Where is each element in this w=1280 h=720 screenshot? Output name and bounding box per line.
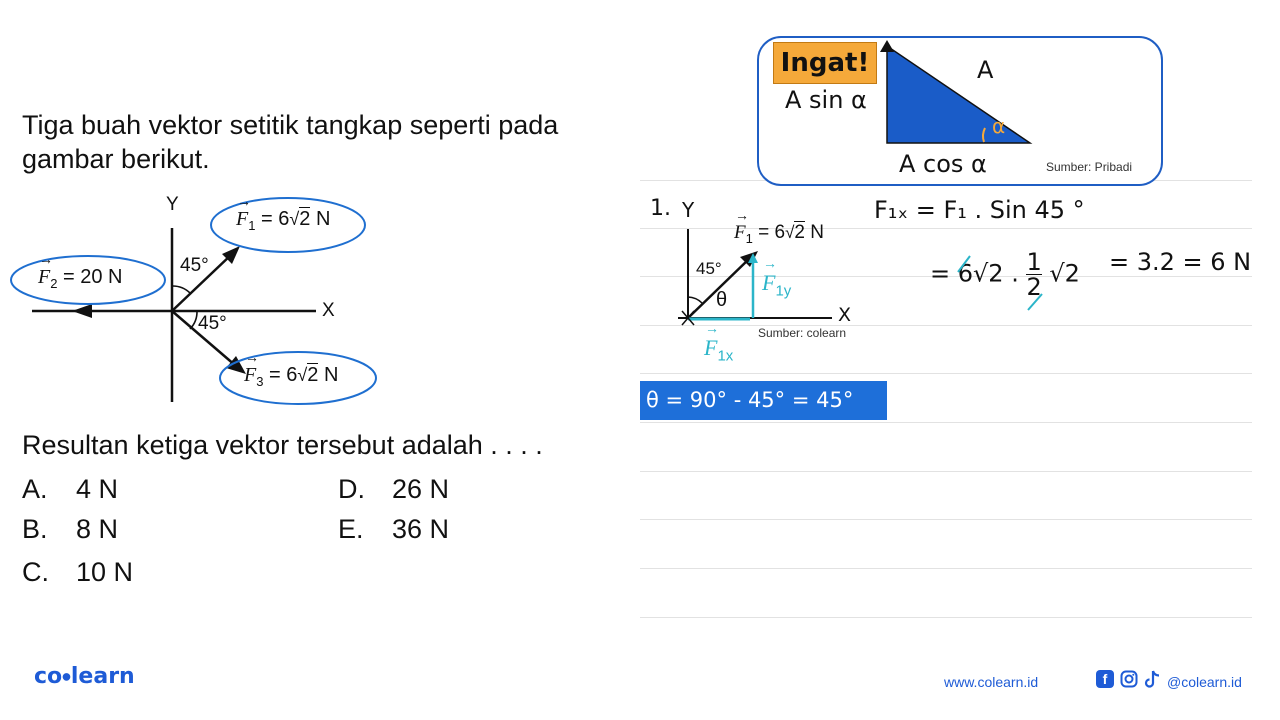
- f1y-label: → $F_{1y}$: [762, 257, 792, 300]
- f1-eq: = 6: [261, 208, 290, 230]
- problem-intro-line2: gambar berikut.: [22, 144, 210, 174]
- f3-symbol: → F: [244, 351, 259, 386]
- f3-label: → $F_3 = 6√2$ N: [244, 351, 339, 389]
- brand-logo: co●learn: [34, 664, 135, 689]
- problem-intro-line1: Tiga buah vektor setitik tangkap seperti pada: [22, 110, 559, 140]
- option-e: E. 36 N: [338, 514, 450, 544]
- ruled-line: [640, 568, 1252, 569]
- f1x-label: → $F_{1x}$: [704, 322, 734, 365]
- ruled-line: [640, 471, 1252, 472]
- f3-subscript: 3: [256, 374, 264, 389]
- reminder-title: Ingat!: [773, 42, 877, 84]
- ruled-line: [640, 422, 1252, 423]
- ruled-line: [640, 617, 1252, 618]
- solution-eq-result: = 3.2 = 6 N: [1109, 248, 1252, 276]
- solution-f1-label: → $F_1 = 6√2$ N: [734, 209, 825, 246]
- option-c: C. 10 N: [22, 557, 134, 587]
- f3-eq: = 6: [269, 364, 298, 386]
- facebook-icon[interactable]: f: [1096, 670, 1114, 688]
- f1-unit: N: [315, 208, 331, 230]
- solution-number: 1.: [650, 196, 671, 221]
- diagram-axis-x: X: [322, 300, 335, 321]
- reminder-triangle: [880, 40, 1040, 150]
- question-text: Resultan ketiga vektor tersebut adalah . . . .: [22, 430, 543, 460]
- tiktok-icon[interactable]: [1144, 669, 1162, 689]
- option-d: D. 26 N: [338, 474, 450, 504]
- f1-label: → $F_1 = 6√2$ N: [236, 195, 331, 233]
- theta-equation: θ = 90° - 45° = 45°: [640, 381, 887, 420]
- f2-symbol: → F: [38, 253, 53, 288]
- strike-marks: [950, 250, 1050, 320]
- ruled-line: [640, 519, 1252, 520]
- option-b: B. 8 N: [22, 514, 119, 544]
- solution-axis-x: X: [838, 304, 852, 326]
- reminder-angle: α: [992, 114, 1006, 138]
- instagram-icon[interactable]: [1120, 670, 1138, 688]
- reminder-source: Sumber: Pribadi: [1046, 160, 1133, 174]
- solution-theta: θ: [716, 289, 728, 311]
- f1-subscript: 1: [248, 218, 256, 233]
- f1-root: 2: [299, 208, 311, 230]
- website-link[interactable]: www.colearn.id: [944, 674, 1039, 690]
- reminder-opposite: A sin α: [785, 86, 867, 114]
- f2-eq: = 20 N: [63, 266, 123, 288]
- reminder-adjacent: A cos α: [899, 150, 987, 178]
- f2-label: [38, 253, 123, 291]
- ruled-line: [640, 373, 1252, 374]
- solution-eq-line2: = 6√2 . $\frac{1}{2}$ √2: [930, 248, 1080, 301]
- solution-angle: 45°: [696, 259, 722, 278]
- angle-bottom-label: 45°: [198, 313, 227, 334]
- f2-subscript: 2: [50, 276, 58, 291]
- angle-top-label: 45°: [180, 255, 209, 276]
- f3-root: 2: [307, 364, 319, 386]
- f2-arrowhead: [72, 304, 92, 318]
- solution-source: Sumber: colearn: [758, 326, 847, 340]
- solution-eq-line1: F₁ₓ = F₁ . Sin 45 °: [874, 196, 1085, 224]
- solution-axis-y: Y: [682, 198, 695, 222]
- social-handle-link[interactable]: @colearn.id: [1167, 674, 1242, 690]
- option-a: A. 4 N: [22, 474, 119, 504]
- reminder-hypotenuse: A: [977, 56, 994, 84]
- diagram-axis-y: Y: [166, 194, 179, 215]
- f1-symbol: → F: [236, 195, 251, 230]
- angle-arc-top: [172, 286, 190, 293]
- f3-unit: N: [323, 364, 339, 386]
